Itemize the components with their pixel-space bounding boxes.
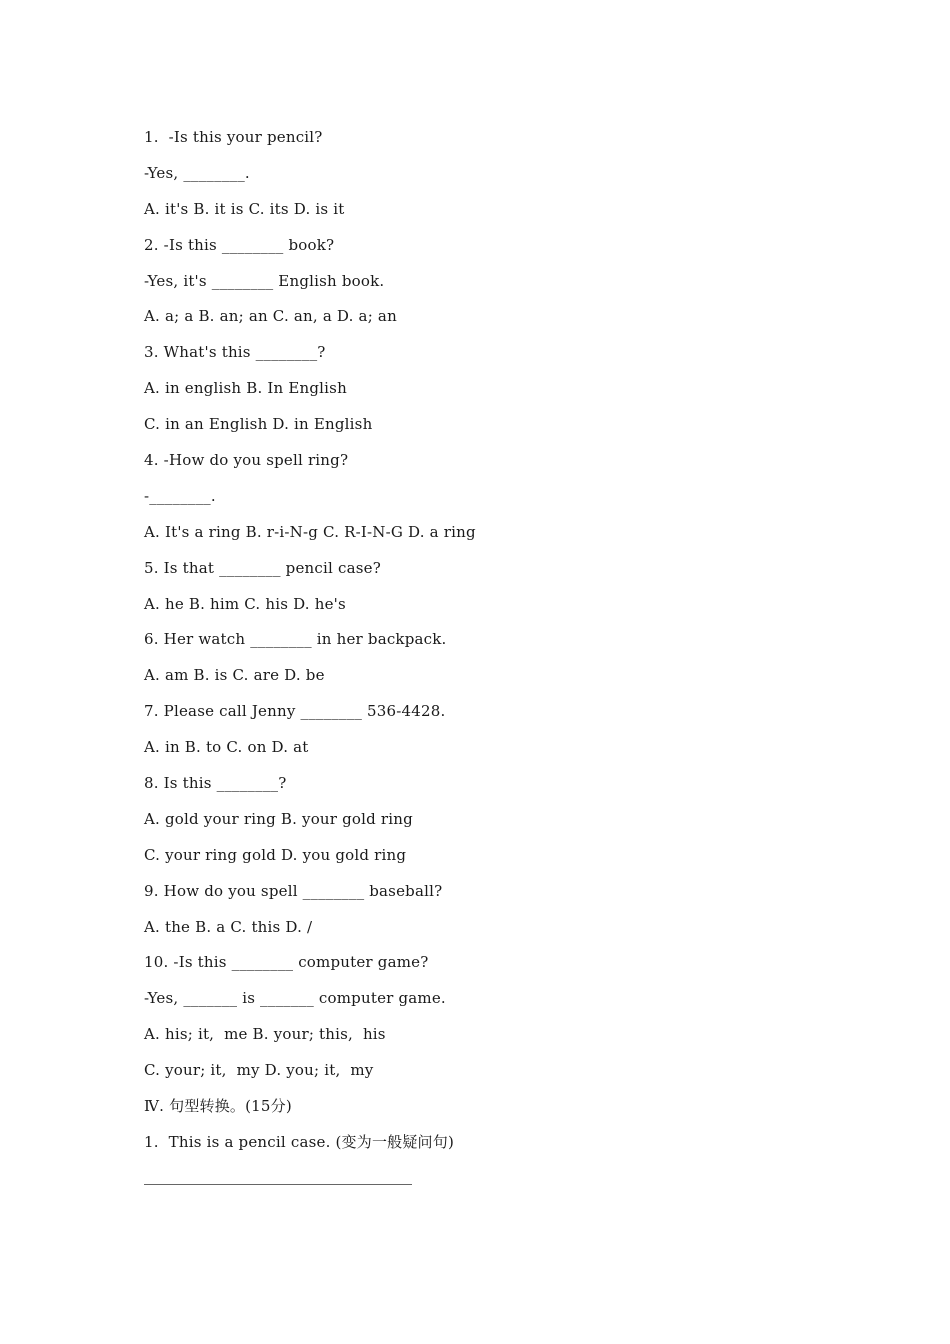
q8-options-ab: A. gold your ring B. your gold ring [144,809,413,828]
q4-answer-prompt: -________. [144,486,216,505]
q5-options: A. he B. him C. his D. he's [144,594,346,613]
q5-question: 5. Is that ________ pencil case? [144,558,381,577]
q1-answer-prompt: -Yes, ________. [144,163,250,182]
q2-answer-prompt: -Yes, it's ________ English book. [144,271,385,290]
q10-question: 10. -Is this ________ computer game? [144,953,429,972]
transform-q1: 1. This is a pencil case. (变为一般疑问句) [144,1132,455,1151]
q6-question: 6. Her watch ________ in her backpack. [144,630,447,649]
q3-question: 3. What's this ________? [144,343,326,362]
q8-question: 8. Is this ________? [144,774,287,793]
q6-options: A. am B. is C. are D. be [144,666,325,685]
q9-options: A. the B. a C. this D. / [144,917,313,936]
q1-options: A. it's B. it is C. its D. is it [144,199,345,218]
q3-options-cd: C. in an English D. in English [144,415,373,434]
q4-options: A. It's a ring B. r-i-N-g C. R-I-N-G D. a ring [144,522,476,541]
q9-question: 9. How do you spell ________ baseball? [144,881,443,900]
q8-options-cd: C. your ring gold D. you gold ring [144,845,407,864]
q2-question: 2. -Is this ________ book? [144,235,335,254]
q10-answer-prompt: -Yes, _______ is _______ computer game. [144,989,446,1008]
answer-line [144,1184,412,1185]
q4-question: 4. -How do you spell ring? [144,451,349,470]
q3-options-ab: A. in english B. In English [144,379,347,398]
q10-options-ab: A. his; it, me B. your; this, his [144,1025,386,1044]
section-iv-heading: Ⅳ. 句型转换。(15分) [144,1097,292,1116]
q2-options: A. a; a B. an; an C. an, a D. a; an [144,307,397,326]
question-lines [144,124,904,1165]
q7-options: A. in B. to C. on D. at [144,738,309,757]
q7-question: 7. Please call Jenny ________ 536-4428. [144,702,446,721]
q10-options-cd: C. your; it, my D. you; it, my [144,1061,374,1080]
q1-question: 1. -Is this your pencil? [144,128,323,146]
